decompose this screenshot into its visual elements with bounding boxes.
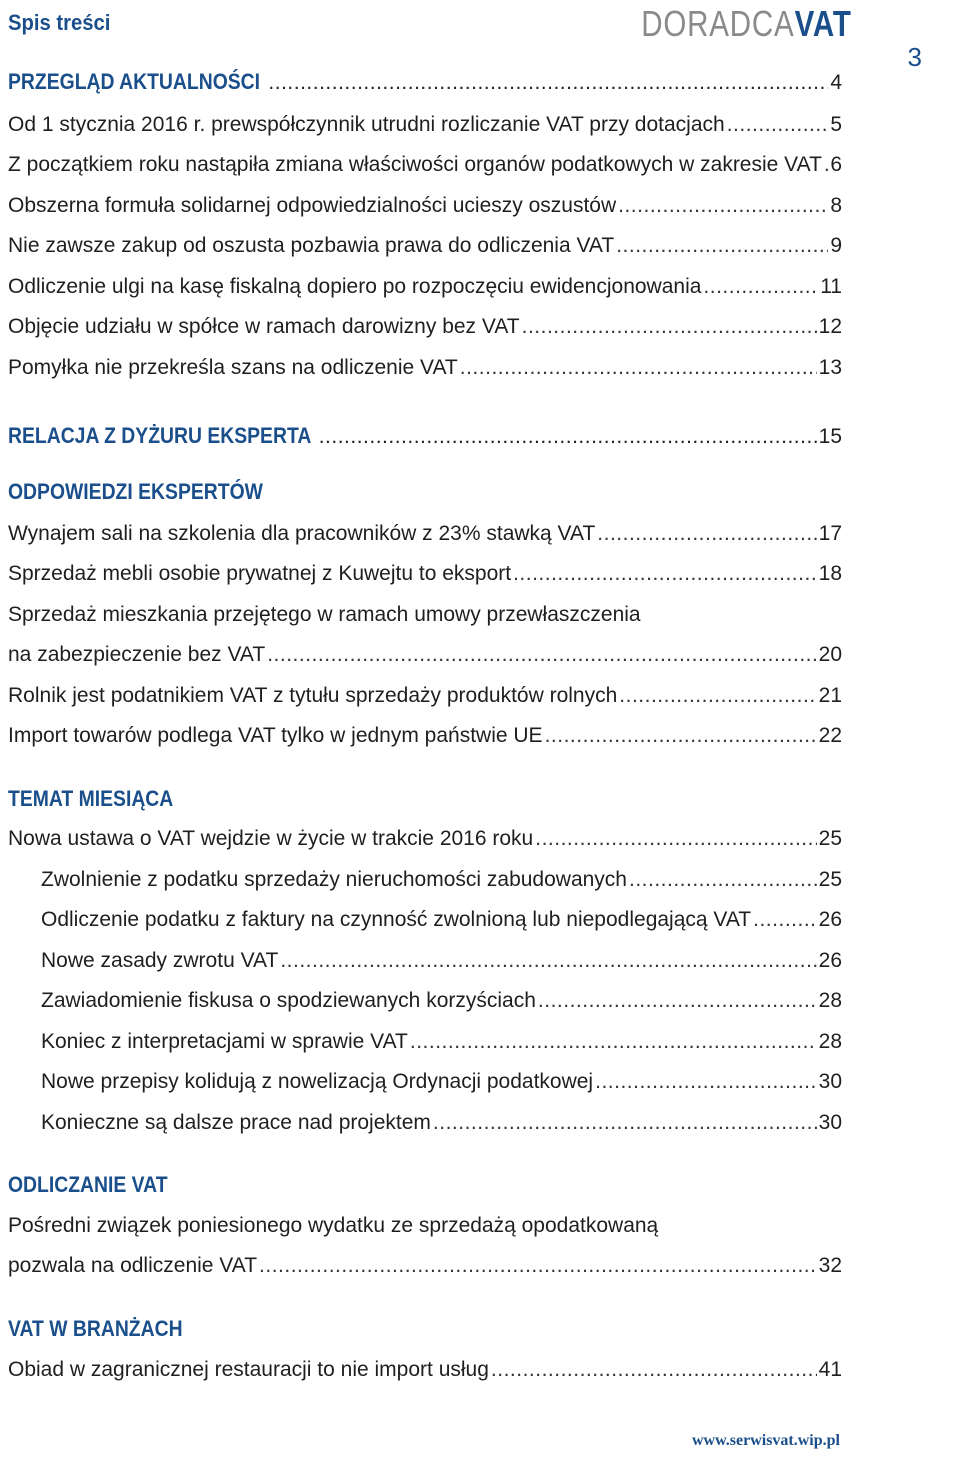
toc-page: 5 xyxy=(830,113,842,136)
toc-page: 21 xyxy=(818,684,842,707)
toc-entry[interactable] xyxy=(8,191,842,221)
logo-light-text: DORADCA xyxy=(641,3,795,44)
toc-entry[interactable] xyxy=(8,519,842,549)
section-heading-odpowiedzi: ODPOWIEDZI EKSPERTÓW xyxy=(8,479,263,504)
toc-leader xyxy=(545,721,817,751)
toc-leader xyxy=(460,353,817,383)
toc-entry[interactable] xyxy=(8,1251,842,1281)
toc-entry[interactable] xyxy=(8,110,842,140)
toc-leader xyxy=(595,1067,817,1097)
toc-label: Import towarów podlega VAT tylko w jednym państwie UE xyxy=(8,724,543,747)
toc-leader xyxy=(319,422,817,452)
toc-label: Nie zawsze zakup od oszusta pozbawia prawa do odliczenia VAT xyxy=(8,234,615,257)
toc-leader xyxy=(268,68,828,98)
section-heading-branze: VAT W BRANŻACH xyxy=(8,1316,183,1341)
toc-entry-line1[interactable] xyxy=(8,1211,842,1241)
section-heading-odliczanie: ODLICZANIE VAT xyxy=(8,1172,168,1197)
toc-page: 26 xyxy=(818,908,842,931)
toc-label: Konieczne są dalsze prace nad projektem xyxy=(41,1111,431,1134)
toc-subentry[interactable] xyxy=(41,1108,842,1138)
toc-entry[interactable] xyxy=(8,312,842,342)
toc-leader xyxy=(491,1355,817,1385)
toc-label: Wynajem sali na szkolenia dla pracowników z 23% stawką VAT xyxy=(8,522,596,545)
toc-entry[interactable] xyxy=(8,721,842,751)
toc-subentry[interactable] xyxy=(41,946,842,976)
toc-page: 9 xyxy=(830,234,842,257)
toc-label: Nowe przepisy kolidują z nowelizacją Ordynacji podatkowej xyxy=(41,1070,594,1093)
toc-leader xyxy=(535,824,816,854)
toc-page: 28 xyxy=(818,1030,842,1053)
toc-leader xyxy=(616,231,828,261)
toc-label: pozwala na odliczenie VAT xyxy=(8,1254,258,1277)
toc-label: Odliczenie ulgi na kasę fiskalną dopiero po rozpoczęciu ewidencjonowania xyxy=(8,275,702,298)
toc-label: Nowe zasady zwrotu VAT xyxy=(41,949,279,972)
toc-leader xyxy=(267,640,816,670)
toc-page: 18 xyxy=(818,562,842,585)
toc-page: 30 xyxy=(818,1111,842,1134)
toc-page: 13 xyxy=(818,356,842,379)
toc-label: Zawiadomienie fiskusa o spodziewanych korzyściach xyxy=(41,989,536,1012)
toc-label: Obszerna formuła solidarnej odpowiedzialności ucieszy oszustów xyxy=(8,194,617,217)
toc-page: 15 xyxy=(818,425,842,448)
toc-label: na zabezpieczenie bez VAT xyxy=(8,643,266,666)
toc-entry[interactable] xyxy=(8,353,842,383)
page-number: 3 xyxy=(907,42,922,72)
toc-label: Sprzedaż mieszkania przejętego w ramach umowy przewłaszczenia xyxy=(8,603,641,626)
toc-label: Objęcie udziału w spółce w ramach darowizny bez VAT xyxy=(8,315,520,338)
section-heading-temat: TEMAT MIESIĄCA xyxy=(8,786,174,811)
toc-label: Pomyłka nie przekreśla szans na odliczenie VAT xyxy=(8,356,458,379)
logo xyxy=(642,4,852,44)
toc-label: Sprzedaż mebli osobie prywatnej z Kuwejtu to eksport xyxy=(8,562,512,585)
toc-leader xyxy=(538,986,817,1016)
toc-entry-line1[interactable] xyxy=(8,600,842,630)
toc-page: 4 xyxy=(830,71,842,94)
toc-entry[interactable] xyxy=(8,1355,842,1385)
toc-section-label: RELACJA Z DYŻURU EKSPERTA xyxy=(8,423,312,448)
toc-subentry[interactable] xyxy=(41,905,842,935)
toc-section-label: PRZEGLĄD AKTUALNOŚCI xyxy=(8,69,261,94)
toc-page: 8 xyxy=(830,194,842,217)
logo-bold-text: VAT xyxy=(794,3,852,44)
toc-page: 11 xyxy=(820,275,842,298)
toc-label: Z początkiem roku nastąpiła zmiana właściwości organów podatkowych w zakresie VAT xyxy=(8,153,822,176)
toc-entry[interactable] xyxy=(8,824,842,854)
toc-leader xyxy=(522,312,817,342)
toc-page: 25 xyxy=(818,868,842,891)
toc-label: Rolnik jest podatnikiem VAT z tytułu sprzedaży produktów rolnych xyxy=(8,684,618,707)
toc-subentry[interactable] xyxy=(41,1067,842,1097)
toc-entry-relacja[interactable] xyxy=(8,421,842,451)
toc-leader xyxy=(727,110,829,140)
toc-entry[interactable] xyxy=(8,559,842,589)
toc-leader xyxy=(629,865,817,895)
toc-leader xyxy=(433,1108,817,1138)
toc-entry[interactable] xyxy=(8,231,842,261)
toc-page: 32 xyxy=(818,1254,842,1277)
toc-label: Zwolnienie z podatku sprzedaży nieruchomości zabudowanych xyxy=(41,868,627,891)
toc-entry[interactable] xyxy=(8,640,842,670)
footer-url[interactable]: www.serwisvat.wip.pl xyxy=(691,1432,840,1449)
toc-label: Od 1 stycznia 2016 r. prewspółczynnik utrudni rozliczanie VAT przy dotacjach xyxy=(8,113,725,136)
toc-label: Odliczenie podatku z faktury na czynność zwolnioną lub niepodlegającą VAT xyxy=(41,908,752,931)
toc-leader xyxy=(703,272,818,302)
toc-leader xyxy=(259,1251,817,1281)
toc-label: Koniec z interpretacjami w sprawie VAT xyxy=(41,1030,408,1053)
toc-subentry[interactable] xyxy=(41,1027,842,1057)
toc-leader xyxy=(280,946,816,976)
toc-label: Pośredni związek poniesionego wydatku ze sprzedażą opodatkowaną xyxy=(8,1214,659,1237)
toc-page: 6 xyxy=(830,153,842,176)
toc-leader xyxy=(619,681,816,711)
toc-page: 12 xyxy=(818,315,842,338)
toc-leader xyxy=(824,150,828,180)
toc-page: 22 xyxy=(818,724,842,747)
toc-leader xyxy=(597,519,816,549)
toc-page: 20 xyxy=(818,643,842,666)
toc-page: 17 xyxy=(818,522,842,545)
toc-leader xyxy=(410,1027,817,1057)
toc-entry-przeglad[interactable] xyxy=(8,67,842,97)
toc-page: 30 xyxy=(818,1070,842,1093)
toc-entry[interactable] xyxy=(8,150,842,180)
toc-page: 26 xyxy=(818,949,842,972)
toc-page: 41 xyxy=(818,1358,842,1381)
toc-subentry[interactable] xyxy=(41,986,842,1016)
toc-leader xyxy=(618,191,828,221)
toc-page: 25 xyxy=(818,827,842,850)
toc-subentry[interactable] xyxy=(41,865,842,895)
toc-leader xyxy=(753,905,817,935)
toc-label: Nowa ustawa o VAT wejdzie w życie w trakcie 2016 roku xyxy=(8,827,534,850)
toc-entry[interactable] xyxy=(8,272,842,302)
header-title: Spis treści xyxy=(8,10,111,35)
toc-label: Obiad w zagranicznej restauracji to nie import usług xyxy=(8,1358,489,1381)
toc-leader xyxy=(513,559,817,589)
toc-entry[interactable] xyxy=(8,681,842,711)
toc-page: 28 xyxy=(818,989,842,1012)
